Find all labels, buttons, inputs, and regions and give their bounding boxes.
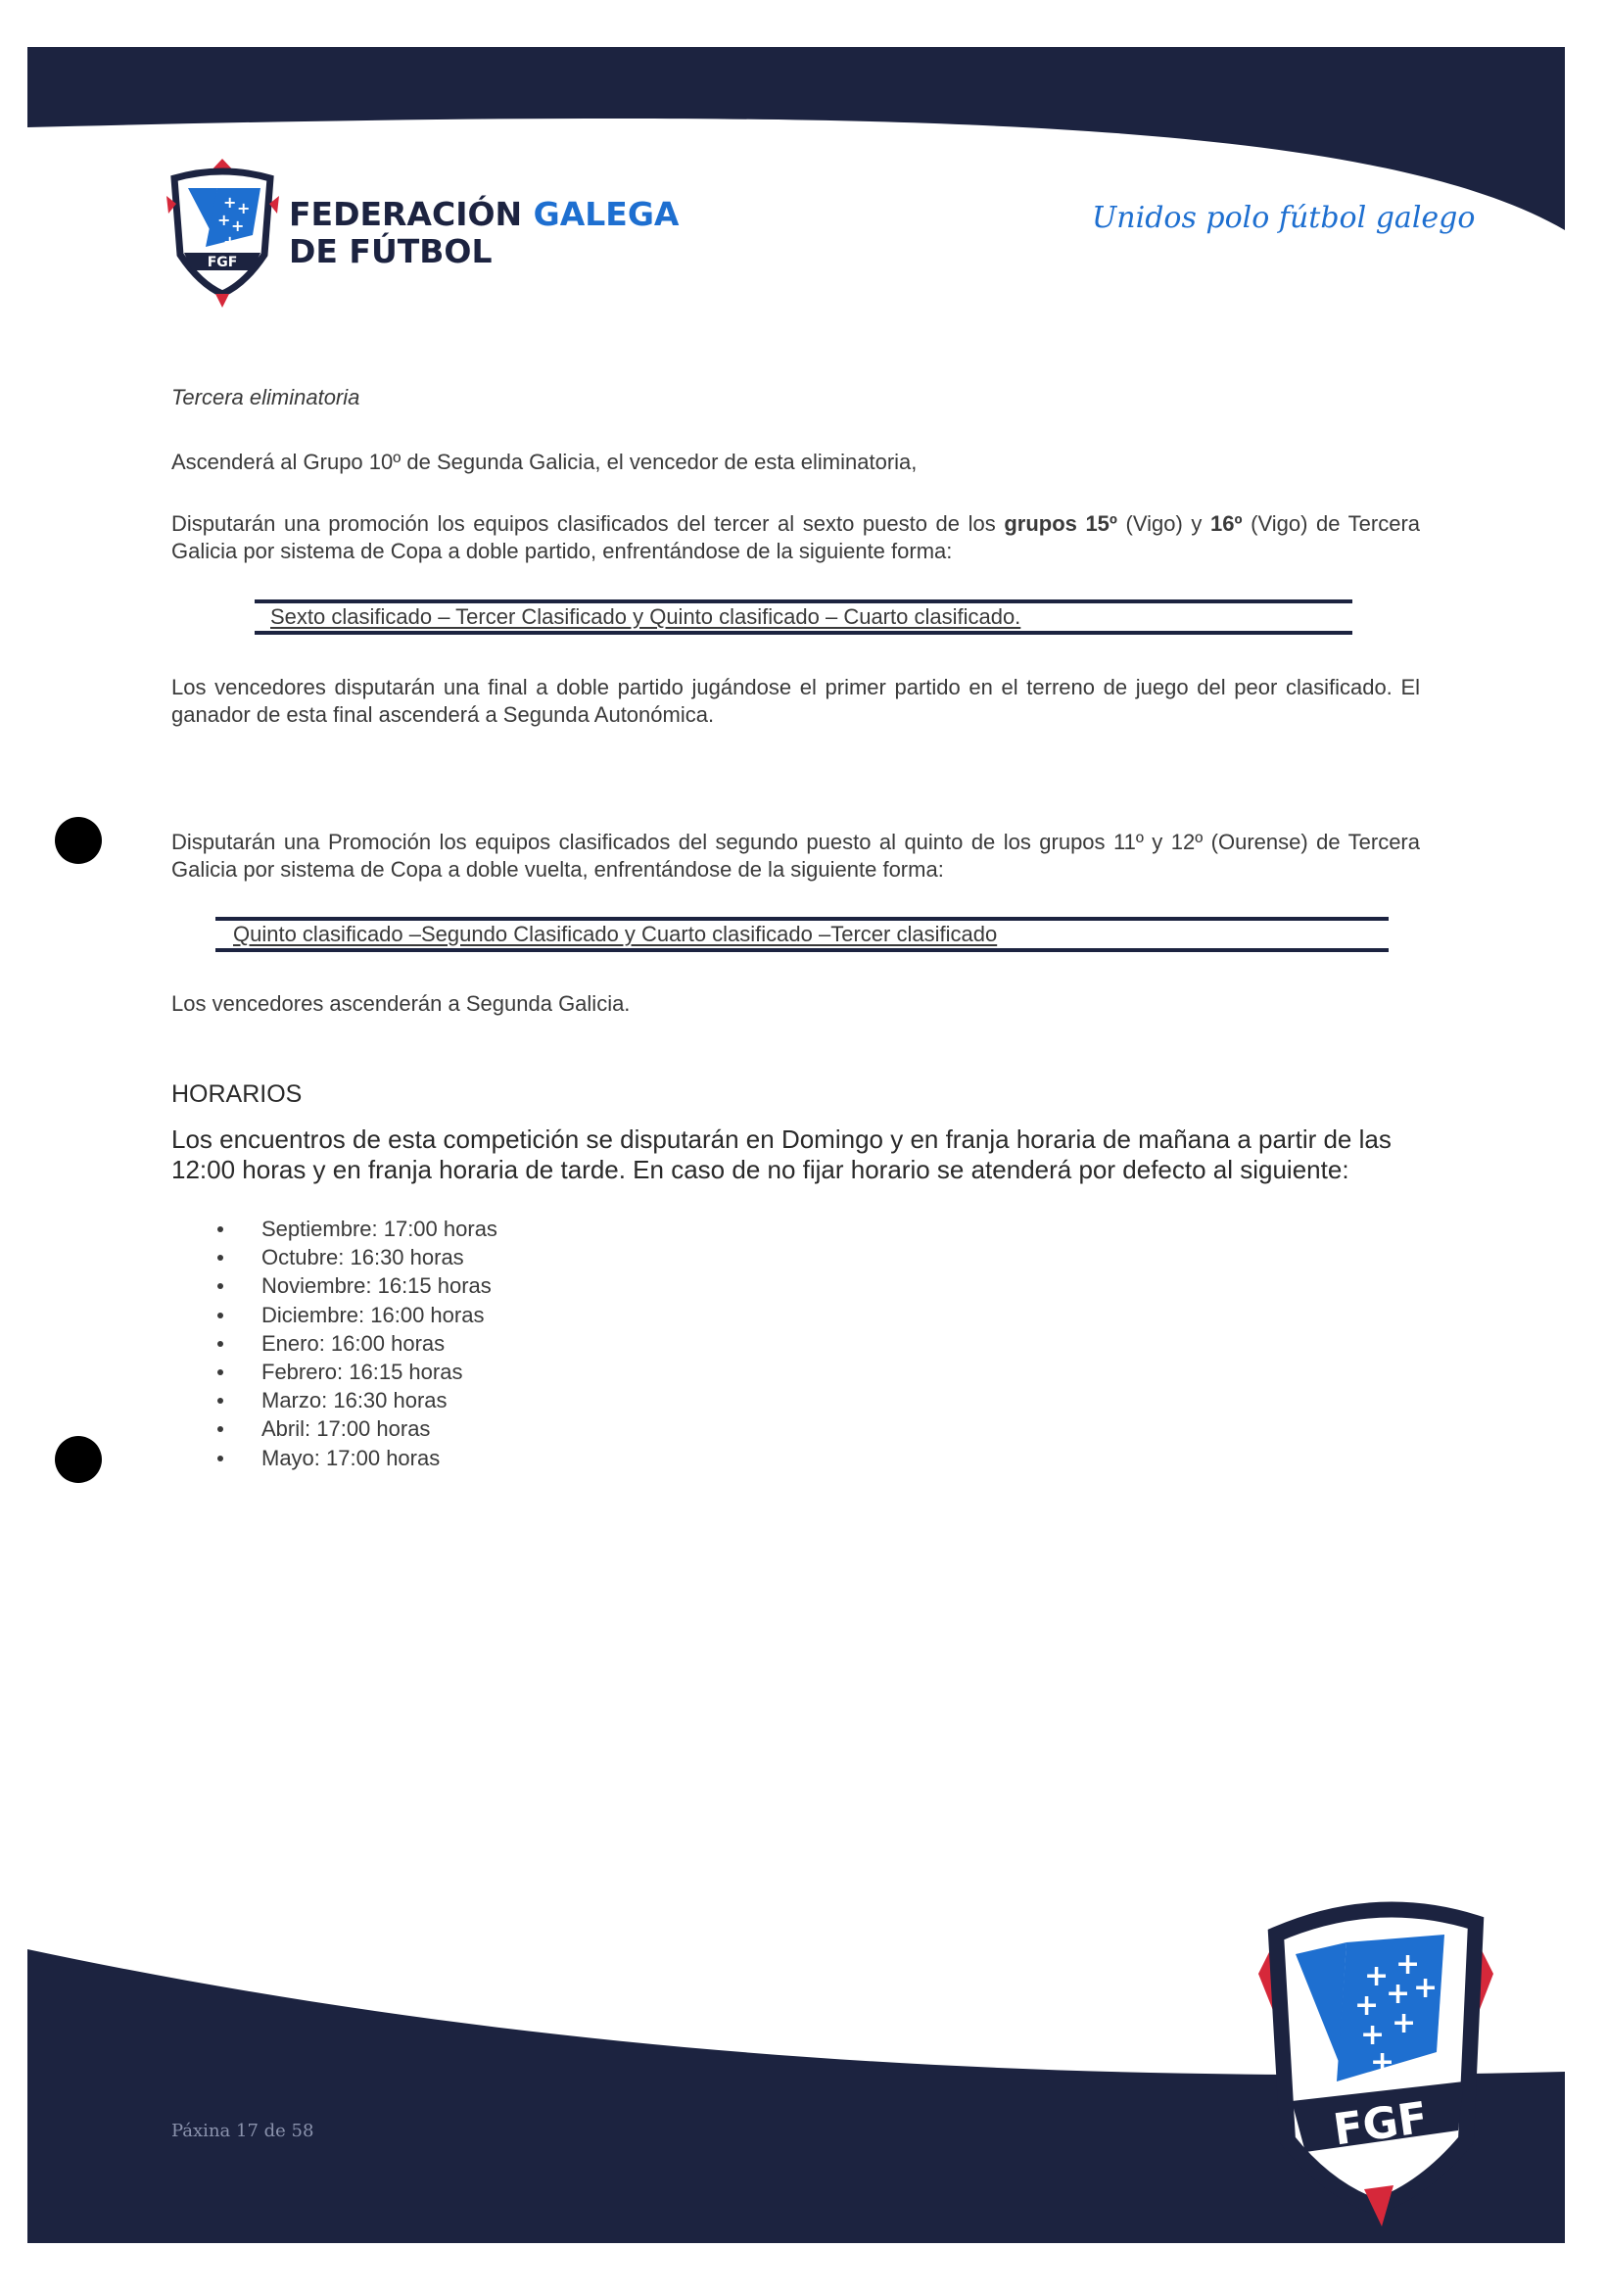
svg-text:+: + bbox=[223, 232, 237, 251]
section2-paragraph-2: Los vencedores ascenderán a Segunda Galicia. bbox=[171, 991, 631, 1016]
svg-text:+: + bbox=[1386, 1977, 1411, 2011]
fgf-crest-large bbox=[1249, 1895, 1503, 2228]
svg-text:+: + bbox=[1395, 1947, 1421, 1982]
svg-text:+: + bbox=[223, 193, 237, 212]
list-item: Diciembre: 16:00 horas bbox=[217, 1301, 497, 1329]
list-item: Mayo: 17:00 horas bbox=[217, 1444, 497, 1472]
section-heading-tercera-eliminatoria: Tercera eliminatoria bbox=[171, 385, 360, 409]
punch-hole-bottom bbox=[55, 1436, 102, 1483]
list-item: Octubre: 16:30 horas bbox=[217, 1243, 497, 1271]
list-item: Septiembre: 17:00 horas bbox=[217, 1215, 497, 1243]
pairing-text-1: Sexto clasificado – Tercer Clasificado y Quinto clasificado – Cuarto clasificado. bbox=[270, 604, 1021, 629]
svg-text:+: + bbox=[1392, 2006, 1417, 2040]
org-name bbox=[289, 196, 679, 270]
slogan: Unidos polo fútbol galego bbox=[1092, 201, 1476, 235]
crest-label-large: FGF bbox=[1330, 2092, 1431, 2156]
list-item: Abril: 17:00 horas bbox=[217, 1414, 497, 1443]
section1-paragraph-1: Ascenderá al Grupo 10º de Segunda Galicia, el vencedor de esta eliminatoria, bbox=[171, 450, 918, 474]
svg-text:+: + bbox=[1364, 1959, 1390, 1993]
crest-label: FGF bbox=[207, 255, 238, 270]
svg-text:+: + bbox=[217, 211, 231, 229]
svg-text:+: + bbox=[1354, 1988, 1380, 2023]
list-item: Enero: 16:00 horas bbox=[217, 1329, 497, 1358]
list-item: Marzo: 16:30 horas bbox=[217, 1386, 497, 1414]
svg-text:+: + bbox=[1370, 2045, 1395, 2080]
pairing-box-2 bbox=[215, 917, 1389, 952]
horarios-intro: Los encuentros de esta competición se disputarán en Domingo y en franja horaria de mañana a partir de las 12:00 horas y en franja horaria de tarde. En caso de no fijar horario se atenderá por defecto al siguiente: bbox=[171, 1124, 1392, 1184]
svg-text:+: + bbox=[1413, 1971, 1439, 2005]
section1-paragraph-3: Los vencedores disputarán una final a doble partido jugándose el primer partido en el terreno de juego del peor clasificado. El ganador de esta final ascenderá a Segunda Autonómica. bbox=[171, 675, 1420, 727]
pairing-box-1 bbox=[255, 599, 1352, 635]
org-name-line1 bbox=[289, 196, 679, 233]
horarios-heading: HORARIOS bbox=[171, 1080, 303, 1108]
svg-text:+: + bbox=[1360, 2018, 1386, 2052]
org-name-galega: GALEGA bbox=[533, 195, 680, 233]
svg-text:+: + bbox=[231, 216, 245, 235]
svg-text:+: + bbox=[237, 199, 251, 217]
section1-paragraph-2: Disputarán una promoción los equipos clasificados del tercer al sexto puesto de los grupos 15º (Vigo) y 16º (Vigo) de Tercera Galicia por sistema de Copa a doble partido, enfrentándose de la siguiente forma: bbox=[171, 511, 1421, 563]
fgf-crest-logo bbox=[166, 157, 279, 309]
page-number: Páxina 17 de 58 bbox=[171, 2121, 314, 2141]
list-item: Noviembre: 16:15 horas bbox=[217, 1271, 497, 1300]
org-name-line2: DE FÚTBOL bbox=[289, 232, 493, 270]
punch-hole-top bbox=[55, 817, 102, 864]
section2-paragraph-1: Disputarán una Promoción los equipos clasificados del segundo puesto al quinto de los grupos 11º y 12º (Ourense) de Tercera Galicia por sistema de Copa a doble vuelta, enfrentándose de la siguiente forma: bbox=[171, 830, 1420, 882]
org-name-federacion: FEDERACIÓN bbox=[289, 195, 523, 233]
horarios-list bbox=[217, 1215, 497, 1472]
list-item: Febrero: 16:15 horas bbox=[217, 1358, 497, 1386]
pairing-text-2: Quinto clasificado –Segundo Clasificado y Cuarto clasificado –Tercer clasificado bbox=[233, 922, 998, 946]
